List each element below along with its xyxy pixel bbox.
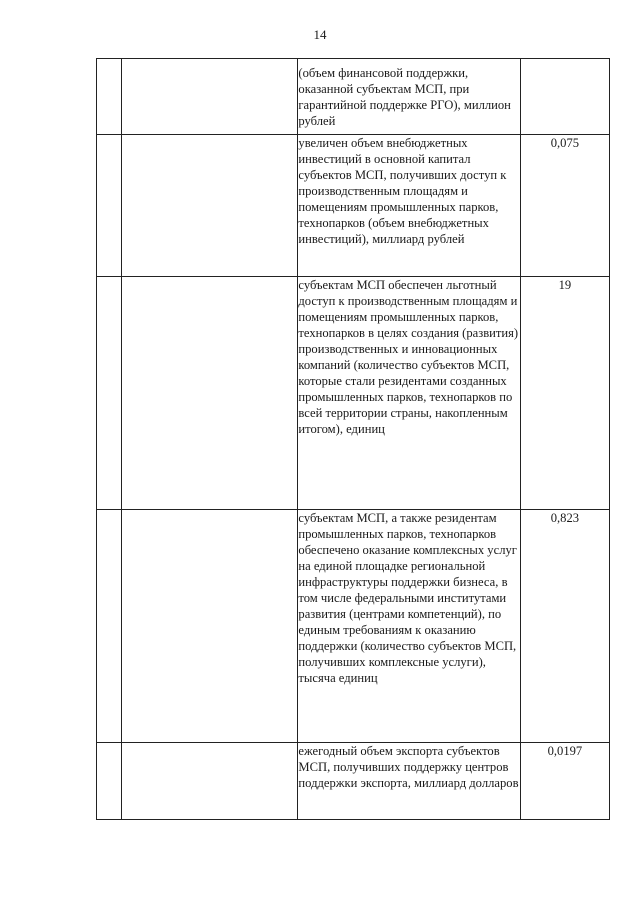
table-row [97,277,610,510]
number-cell [97,277,122,510]
indicators-table [96,58,610,820]
page-number: 14 [313,27,327,42]
table-row [97,510,610,743]
indicator-cell: ежегодный объем экспорта субъектов МСП, получивших поддержку центров поддержки экспорта, миллиард долларов [298,743,520,820]
indicator-cell: субъектам МСП, а также резидентам промышленных парков, технопарков обеспечено оказание комплексных услуг на единой площадке региональной инфраструктуры поддержки бизнеса, в том числе федеральными институтами развития (центрами компетенций), по единым требованиям к оказанию поддержки (количество субъектов МСП, получивших комплексные услуги), тысяча единиц [298,510,520,743]
project-cell [122,510,298,743]
number-cell [97,510,122,743]
number-cell [97,59,122,135]
project-cell [122,743,298,820]
indicator-cell: увеличен объем внебюджетных инвестиций в основной капитал субъектов МСП, получивших доступ к производственным площадям и помещениям промышленных парков, технопарков (объем внебюджетных инвестиций), миллиард рублей [298,135,520,277]
project-cell [122,277,298,510]
number-cell [97,135,122,277]
value-cell: 0,075 [520,135,609,277]
project-cell [122,135,298,277]
table-row [97,135,610,277]
value-cell: 0,823 [520,510,609,743]
value-cell [520,59,609,135]
table-row [97,59,610,135]
project-cell [122,59,298,135]
table-row [97,743,610,820]
value-cell: 19 [520,277,609,510]
number-cell [97,743,122,820]
indicator-cell: (объем финансовой поддержки, оказанной субъектам МСП, при гарантийной поддержке РГО), миллион рублей [298,59,520,135]
value-cell: 0,0197 [520,743,609,820]
indicator-cell: субъектам МСП обеспечен льготный доступ к производственным площадям и помещениям промышленных парков, технопарков в целях создания (развития) производственных и инновационных компаний (количество субъектов МСП, которые стали резидентами созданных промышленных парков, технопарков по всей территории страны, накопленным итогом), единиц [298,277,520,510]
